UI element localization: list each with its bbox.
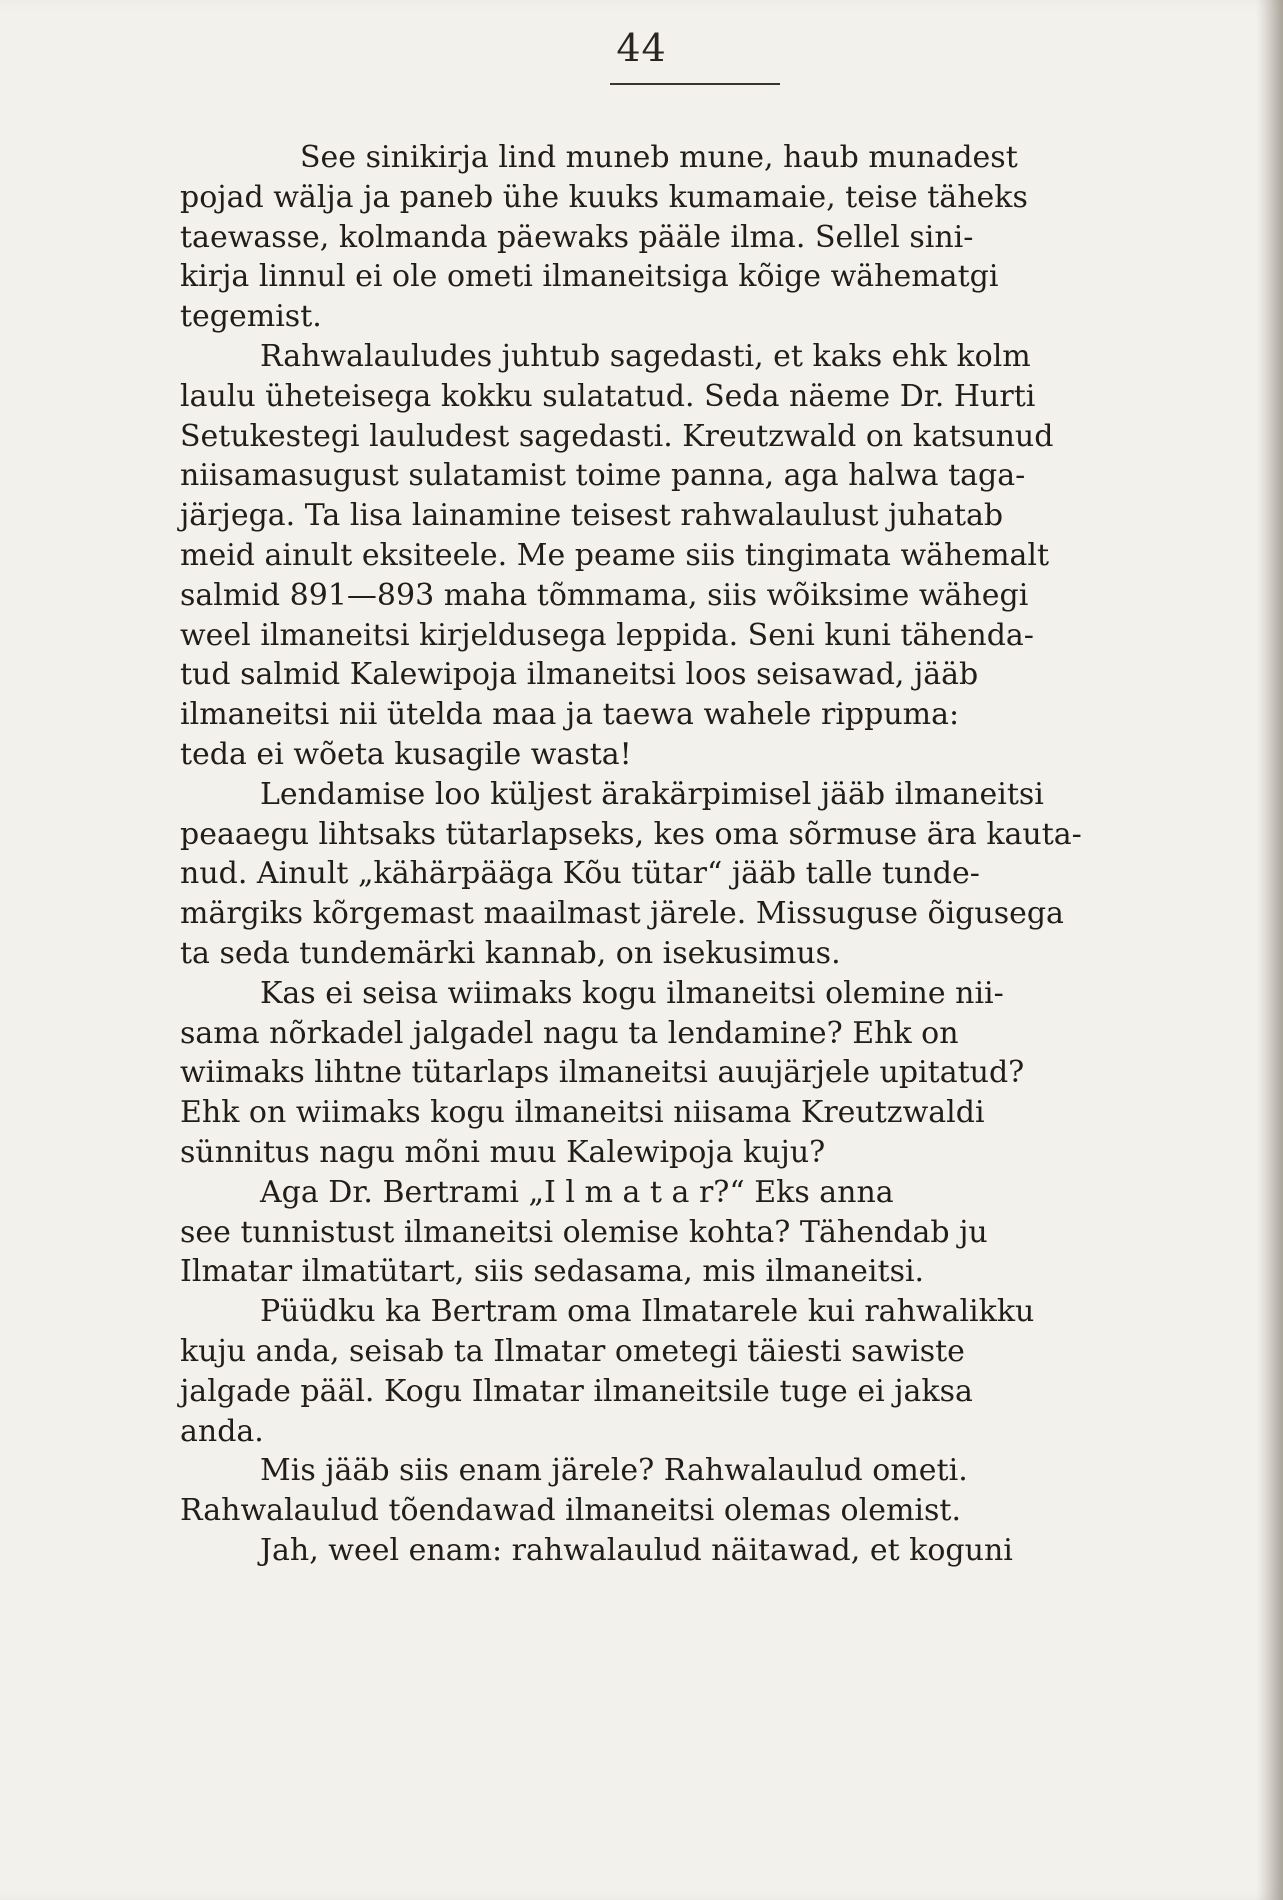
text-line: nud. Ainult „kähärpääga Kõu tütar“ jääb talle tunde- <box>180 856 980 892</box>
text-line: weel ilmaneitsi kirjeldusega leppida. Seni kuni tähenda- <box>180 617 1034 653</box>
text-line: jalgade pääl. Kogu Ilmatar ilmaneitsile tuge ei jaksa <box>180 1373 973 1409</box>
text-line: pojad wälja ja paneb ühe kuuks kumamaie, teise täheks <box>180 179 1028 215</box>
text-line: meid ainult eksiteele. Me peame siis tingimata wähemalt <box>180 537 1050 573</box>
text-line: Setukestegi lauludest sagedasti. Kreutzwald on katsunud <box>180 418 1054 454</box>
text-line: Ehk on wiimaks kogu ilmaneitsi niisama Kreutzwaldi <box>180 1095 985 1131</box>
text-line: kuju anda, seisab ta Ilmatar ometegi täiesti sawiste <box>180 1333 965 1369</box>
text-line: Mis jääb siis enam järele? Rahwalaulud ometi. <box>260 1453 968 1489</box>
text-line: salmid 891—893 maha tõmmama, siis wõiksime wähegi <box>180 577 1029 613</box>
text-line: järjega. Ta lisa lainamine teisest rahwalaulust juhatab <box>180 498 1004 534</box>
text-line: teda ei wõeta kusagile wasta! <box>180 736 632 772</box>
text-line: Rahwalauludes juhtub sagedasti, et kaks ehk kolm <box>260 338 1031 374</box>
text-line: Jah, weel enam: rahwalaulud näitawad, et koguni <box>260 1532 1013 1568</box>
text-line: tegemist. <box>180 299 322 335</box>
header-rule <box>610 83 780 85</box>
text-line: Kas ei seisa wiimaks kogu ilmaneitsi olemine nii- <box>260 975 1004 1011</box>
body-text <box>180 138 1198 1571</box>
text-line: peaaegu lihtsaks tütarlapseks, kes oma sõrmuse ära kauta- <box>180 816 1082 852</box>
text-line: Ilmatar ilmatütart, siis sedasama, mis ilmaneitsi. <box>180 1254 925 1290</box>
page-number: 44 <box>616 26 667 70</box>
text-line: sama nõrkadel jalgadel nagu ta lendamine? Ehk on <box>180 1015 959 1051</box>
text-line: tud salmid Kalewipoja ilmaneitsi loos seisawad, jääb <box>180 657 979 693</box>
page-edge-shadow <box>1257 0 1283 1900</box>
text-line: ta seda tundemärki kannab, on isekusimus. <box>180 935 841 971</box>
text-line: see tunnistust ilmaneitsi olemise kohta? Tähendab ju <box>180 1214 988 1250</box>
text-line: laulu üheteisega kokku sulatatud. Seda näeme Dr. Hurti <box>180 378 1036 414</box>
text-line: Aga Dr. Bertrami „I l m a t a r?“ Eks anna <box>260 1174 894 1210</box>
text-line: See sinikirja lind muneb mune, haub munadest <box>300 140 1018 175</box>
text-line: Püüdku ka Bertram oma Ilmatarele kui rahwalikku <box>260 1294 1035 1330</box>
text-line: anda. <box>180 1413 264 1449</box>
text-line: sünnitus nagu mõni muu Kalewipoja kuju? <box>180 1134 826 1170</box>
text-line: wiimaks lihtne tütarlaps ilmaneitsi auujärjele upitatud? <box>180 1055 1025 1091</box>
text-line: Lendamise loo küljest ärakärpimisel jääb ilmaneitsi <box>260 776 1044 812</box>
text-line: kirja linnul ei ole ometi ilmaneitsiga kõige wähematgi <box>180 259 999 295</box>
text-line: ilmaneitsi nii ütelda maa ja taewa wahele rippuma: <box>180 697 960 733</box>
text-line: Rahwalaulud tõendawad ilmaneitsi olemas olemist. <box>180 1493 961 1529</box>
text-line: niisamasugust sulatamist toime panna, aga halwa taga- <box>180 458 1026 494</box>
text-line: märgiks kõrgemast maailmast järele. Missuguse õigusega <box>180 896 1064 932</box>
text-line: taewasse, kolmanda päewaks pääle ilma. Sellel sini- <box>180 219 974 255</box>
